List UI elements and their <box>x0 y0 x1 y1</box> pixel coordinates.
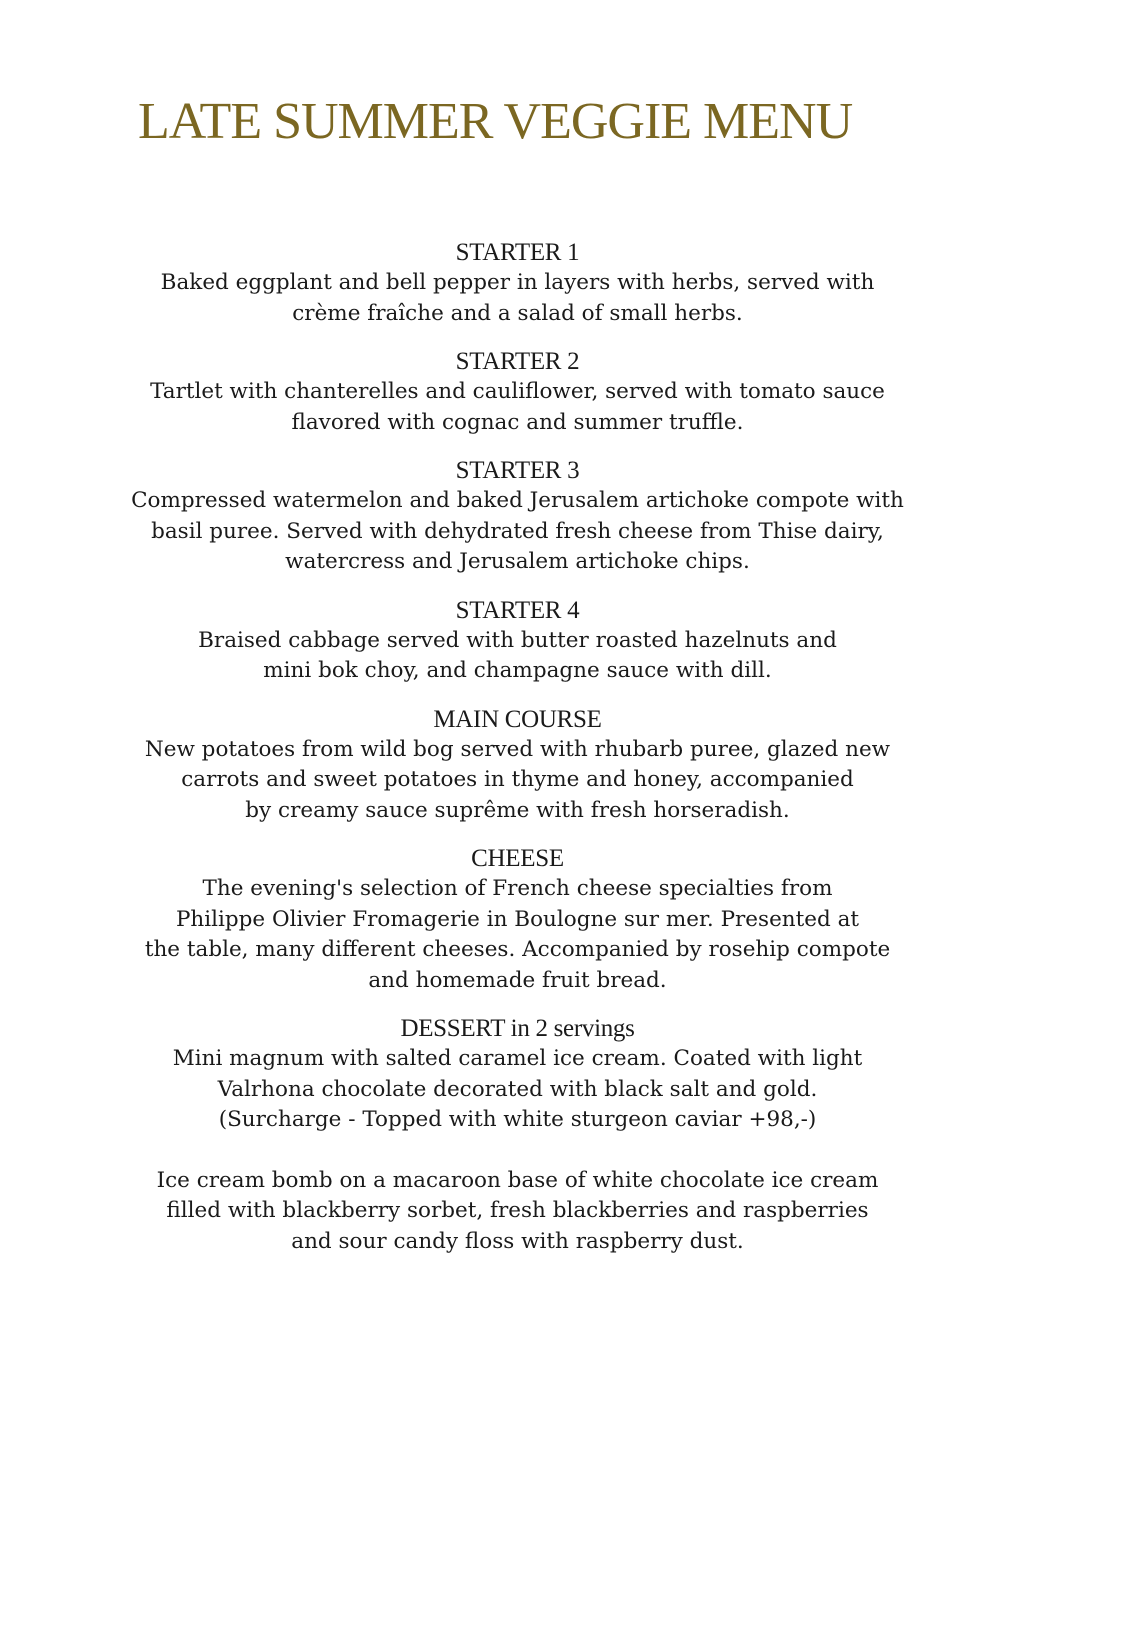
description-line: Valrhona chocolate decorated with black salt and gold. <box>217 1076 818 1102</box>
section-heading: STARTER 2 <box>455 348 580 375</box>
section-heading: MAIN COURSE <box>433 705 602 733</box>
section-heading: STARTER 4 <box>455 596 580 624</box>
description-line: crème fraîche and a salad of small herbs. <box>292 300 743 326</box>
section-starter-1 <box>60 238 975 329</box>
description-line: (Surcharge - Topped with white sturgeon caviar +98,-) <box>218 1107 817 1132</box>
menu-title: LATE SUMMER VEGGIE MENU <box>138 93 853 150</box>
description-line: basil puree. Served with dehydrated fresh cheese from Thise dairy, <box>151 518 884 544</box>
section-cheese <box>60 844 975 996</box>
description-line: Braised cabbage served with butter roasted hazelnuts and <box>198 627 837 653</box>
description-line: Baked eggplant and bell pepper in layers with herbs, served with <box>160 270 875 295</box>
description-line: flavored with cognac and summer truffle. <box>291 409 744 435</box>
section-heading: CHEESE <box>471 845 564 872</box>
description-line: and homemade fruit bread. <box>368 967 667 993</box>
description-line: carrots and sweet potatoes in thyme and honey, accompanied <box>181 767 854 792</box>
section-heading: STARTER 1 <box>455 239 580 266</box>
spacer <box>60 1136 975 1166</box>
section-dessert <box>60 1014 975 1257</box>
description-line: Philippe Olivier Fromagerie in Boulogne sur mer. Presented at <box>175 906 860 932</box>
description-line: the table, many different cheeses. Accompanied by rosehip compote <box>144 937 891 962</box>
description-line: Ice cream bomb on a macaroon base of white chocolate ice cream <box>156 1167 879 1193</box>
menu-body <box>60 238 975 1275</box>
description-line: New potatoes from wild bog served with rhubarb puree, glazed new <box>144 736 891 762</box>
section-heading: STARTER 3 <box>455 457 580 484</box>
section-main-course <box>60 705 975 827</box>
section-starter-4 <box>60 596 975 687</box>
description-line: watercress and Jerusalem artichoke chips. <box>285 549 750 574</box>
description-line: Mini magnum with salted caramel ice cream. Coated with light <box>172 1046 863 1071</box>
section-starter-3 <box>60 456 975 578</box>
section-heading: DESSERT in 2 servings <box>400 1015 635 1042</box>
description-line: mini bok choy, and champagne sauce with dill. <box>263 658 772 683</box>
description-line: Tartlet with chanterelles and cauliflower, served with tomato sauce <box>150 379 885 404</box>
description-line: and sour candy floss with raspberry dust. <box>291 1228 744 1254</box>
section-starter-2 <box>60 347 975 438</box>
description-line: filled with blackberry sorbet, fresh blackberries and raspberries <box>166 1198 869 1223</box>
description-line: Compressed watermelon and baked Jerusalem artichoke compote with <box>131 488 904 513</box>
description-line: The evening's selection of French cheese specialties from <box>202 876 833 901</box>
description-line: by creamy sauce suprême with fresh horseradish. <box>245 797 790 823</box>
